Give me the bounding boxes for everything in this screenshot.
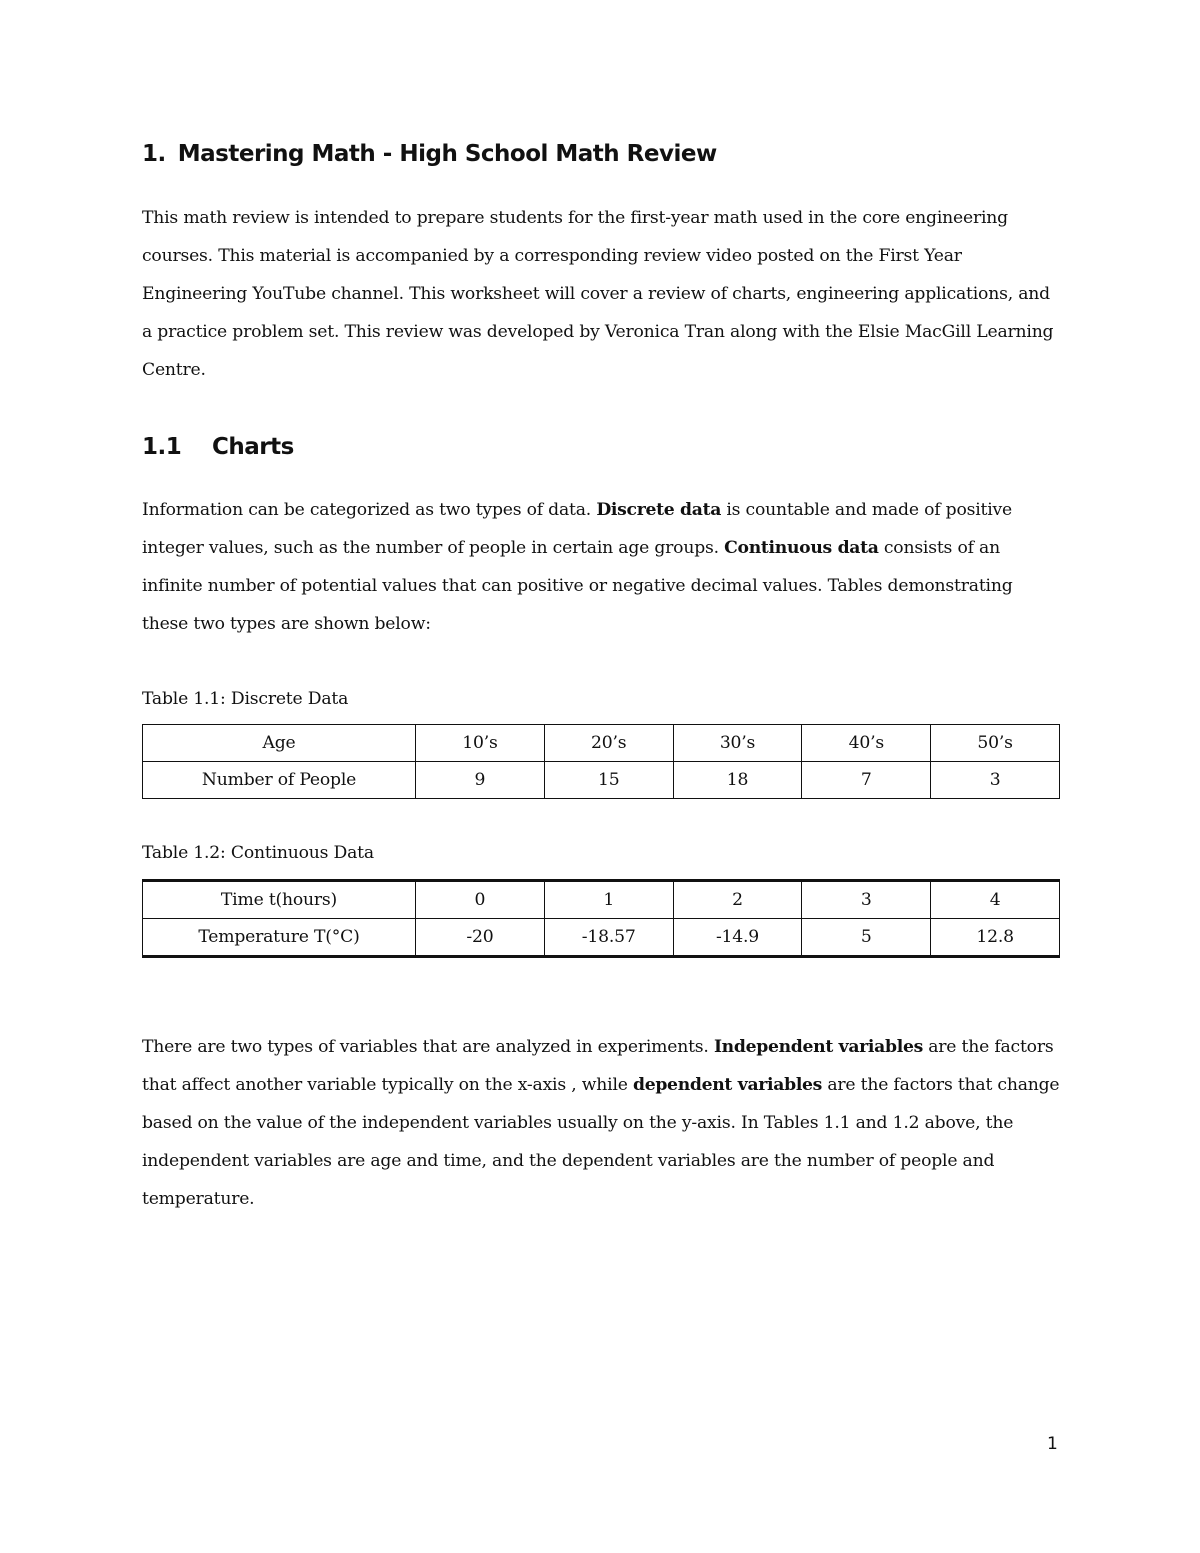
table-cell: Age <box>143 725 416 762</box>
table-cell: 3 <box>931 762 1060 799</box>
main-heading <box>142 141 717 167</box>
table-cell: 15 <box>544 762 673 799</box>
continuous-data-table <box>142 879 1060 958</box>
section-heading-title: Charts <box>212 434 294 460</box>
table-cell: 9 <box>416 762 545 799</box>
table-cell: 7 <box>802 762 931 799</box>
term-continuous-data: Continuous data <box>724 538 879 558</box>
table-cell: 5 <box>802 919 931 957</box>
table-row <box>143 725 1060 762</box>
section-heading-number: 1.1 <box>142 434 182 460</box>
table-cell: 4 <box>931 881 1060 919</box>
table-cell: Time t(hours) <box>143 881 416 919</box>
table-cell: 3 <box>802 881 931 919</box>
table-cell: 20’s <box>544 725 673 762</box>
table-cell: 0 <box>416 881 545 919</box>
table-row <box>143 762 1060 799</box>
table-cell: -20 <box>416 919 545 957</box>
table-cell: 1 <box>544 881 673 919</box>
data-types-text-1: Information can be categorized as two types of data. <box>142 500 597 520</box>
table-cell: Number of People <box>143 762 416 799</box>
table-cell: -14.9 <box>673 919 802 957</box>
table-cell: 12.8 <box>931 919 1060 957</box>
table-cell: 30’s <box>673 725 802 762</box>
main-heading-title: Mastering Math - High School Math Review <box>177 141 717 167</box>
data-types-text-3: consists of an infinite number of potential values that can positive or negative decimal values. Tables demonstrating these two types are shown below: <box>142 538 1013 634</box>
section-heading <box>142 434 294 460</box>
table-cell: 18 <box>673 762 802 799</box>
data-types-text-2: is countable and made of positive integer values, such as the number of people in certain age groups. <box>142 500 1013 558</box>
table-cell: Temperature T(°C) <box>143 919 416 957</box>
variables-text-1: There are two types of variables that are analyzed in experiments. <box>142 1037 714 1057</box>
page-number: 1 <box>1047 1434 1058 1454</box>
table-cell: 10’s <box>416 725 545 762</box>
variables-text-3: are the factors that change based on the value of the independent variables usually on the y-axis. In Tables 1.1 and 1.2 above, the independent variables are age and time, and the dependent variables are the number of people and temperature. <box>142 1075 1060 1209</box>
term-discrete-data: Discrete data <box>596 500 722 520</box>
table-cell: 40’s <box>802 725 931 762</box>
table-row <box>143 919 1060 957</box>
discrete-data-table <box>142 724 1060 799</box>
table-cell: 50’s <box>931 725 1060 762</box>
term-dependent-variables: dependent variables <box>632 1075 823 1095</box>
table-cell: 2 <box>673 881 802 919</box>
table-row <box>143 881 1060 919</box>
table-1-caption: Table 1.1: Discrete Data <box>142 689 349 709</box>
variables-paragraph <box>142 1028 1060 1218</box>
intro-paragraph: This math review is intended to prepare students for the first-year math used in the core engineering courses. This material is accompanied by a corresponding review video posted on the First Year Engineering YouTube channel. This worksheet will cover a review of charts, engineering applications, and a practice problem set. This review was developed by Veronica Tran along with the Elsie MacGill Learning Centre. <box>142 208 1054 380</box>
table-cell: -18.57 <box>544 919 673 957</box>
main-heading-number: 1. <box>142 141 166 167</box>
data-types-paragraph <box>142 491 1060 643</box>
variables-text-2: are the factors that affect another variable typically on the x-axis , while <box>142 1037 1054 1095</box>
table-2-caption: Table 1.2: Continuous Data <box>142 843 374 863</box>
term-independent-variables: Independent variables <box>713 1037 923 1057</box>
